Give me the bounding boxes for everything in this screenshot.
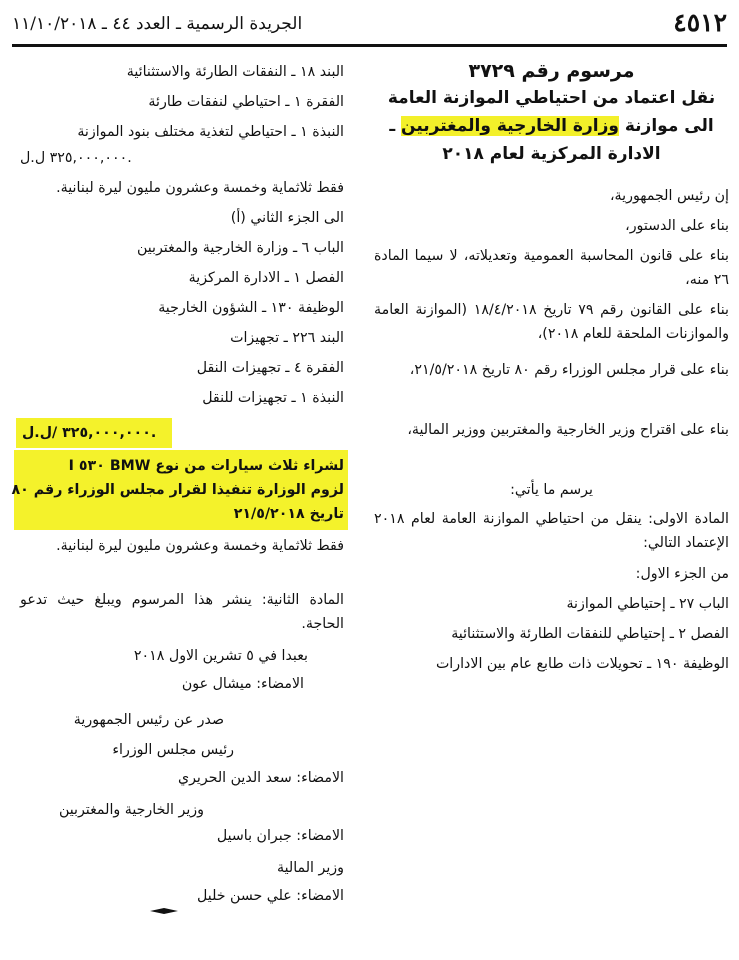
preamble-president: إن رئيس الجمهورية،	[609, 188, 729, 204]
sub-item-1: النبذة ١ ـ احتياطي لتغذية مختلف بنود الموازنة	[77, 124, 344, 140]
signature-president: الامضاء: ميشال عون	[181, 676, 304, 692]
purpose-line-2: لزوم الوزارة تنفيذا لقرار مجلس الوزراء رقم ٨٠	[11, 482, 344, 498]
decrees-line: يرسم ما يأتي:	[510, 482, 593, 498]
page-number: ٤٥١٢	[673, 8, 727, 37]
item-18: البند ١٨ ـ النفقات الطارئة والاستثنائية	[126, 64, 344, 80]
amount-1: ٣٢٥,٠٠٠,٠٠٠ ل.ل.	[20, 150, 132, 166]
section-2: الفصل ٢ ـ إحتياطي للنفقات الطارئة والاستثنائية	[451, 626, 729, 642]
article-two: المادة الثانية: ينشر هذا المرسوم ويبلغ حيث تدعو الحاجة.	[20, 592, 344, 632]
foreign-minister-title: وزير الخارجية والمغتربين	[58, 802, 204, 818]
preamble-cabinet-decision: بناء على قرار مجلس الوزراء رقم ٨٠ تاريخ ٢١/٥/٢٠١٨،	[409, 362, 729, 378]
decree-subtitle-1: نقل اعتماد من احتياطي الموازنة العامة	[387, 88, 716, 108]
amount-2: ٣٢٥,٠٠٠,٠٠٠ /ل.ل.	[22, 425, 157, 441]
gazette-issue: الجريدة الرسمية ـ العدد ٤٤ ـ ١١/١٠/٢٠١٨	[12, 14, 303, 34]
gazette-header	[12, 8, 727, 47]
chapter-27: الباب ٢٧ ـ إحتياطي الموازنة	[566, 596, 729, 612]
part-one: من الجزء الاول:	[635, 566, 729, 582]
to-part-two: الى الجزء الثاني (أ)	[230, 210, 344, 226]
signature-prime-minister: الامضاء: سعد الدين الحريري	[177, 770, 344, 786]
end-ornament	[150, 905, 178, 917]
issue-date: بعبدا في ٥ تشرين الاول ٢٠١٨	[133, 648, 308, 664]
preamble-budget-law: بناء على القانون رقم ٧٩ تاريخ ١٨/٤/٢٠١٨ (الموازنة العامة والموازنات الملحقة للعام ٢٠١٨)،	[374, 302, 729, 342]
issued-by: صدر عن رئيس الجمهورية	[73, 712, 224, 728]
function-190: الوظيفة ١٩٠ ـ تحويلات ذات طابع عام بين الادارات	[435, 656, 729, 672]
chapter-6: الباب ٦ ـ وزارة الخارجية والمغتربين	[136, 240, 344, 256]
decree-title: مرسوم رقم ٣٧٢٩	[468, 60, 635, 82]
function-130: الوظيفة ١٣٠ ـ الشؤون الخارجية	[158, 300, 344, 316]
decree-subtitle-2	[374, 116, 729, 136]
amount-1-words: فقط ثلاثماية وخمسة وعشرون مليون ليرة لبنانية.	[56, 180, 344, 196]
purpose-line-1: لشراء ثلاث سيارات من نوع BMW ٥٣٠ I	[68, 458, 344, 474]
signature-foreign-minister: الامضاء: جبران باسيل	[216, 828, 344, 844]
prime-minister-title: رئيس مجلس الوزراء	[112, 742, 234, 758]
paragraph-1: الفقرة ١ ـ احتياطي لنفقات طارئة	[148, 94, 344, 110]
sub-item-1-transport: النبذة ١ ـ تجهيزات للنقل	[202, 390, 344, 406]
section-1: الفصل ١ ـ الادارة المركزية	[188, 270, 344, 286]
amount-2-words: فقط ثلاثماية وخمسة وعشرون مليون ليرة لبنانية.	[56, 538, 344, 554]
preamble-constitution: بناء على الدستور،	[625, 218, 729, 234]
item-226: البند ٢٢٦ ـ تجهيزات	[230, 330, 344, 346]
subtitle-prefix: الى موازنة	[624, 116, 714, 136]
purpose-line-3: تاريخ ٢١/٥/٢٠١٨	[233, 506, 344, 522]
highlighted-ministry: وزارة الخارجية والمغتربين	[401, 116, 619, 136]
finance-minister-title: وزير المالية	[277, 860, 344, 876]
signature-finance-minister: الامضاء: علي حسن خليل	[197, 888, 344, 904]
decree-subtitle-3: الادارة المركزية لعام ٢٠١٨	[442, 144, 661, 164]
preamble-accounting-law: بناء على قانون المحاسبة العمومية وتعديلاته، لا سيما المادة ٢٦ منه،	[374, 248, 729, 288]
subtitle-dash: ـ	[389, 116, 396, 136]
article-one: المادة الاولى: ينقل من احتياطي الموازنة العامة لعام ٢٠١٨ الإعتماد التالي:	[374, 511, 729, 551]
paragraph-4: الفقرة ٤ ـ تجهيزات النقل	[196, 360, 344, 376]
preamble-proposal: بناء على اقتراح وزير الخارجية والمغتربين ووزير المالية،	[407, 422, 729, 438]
